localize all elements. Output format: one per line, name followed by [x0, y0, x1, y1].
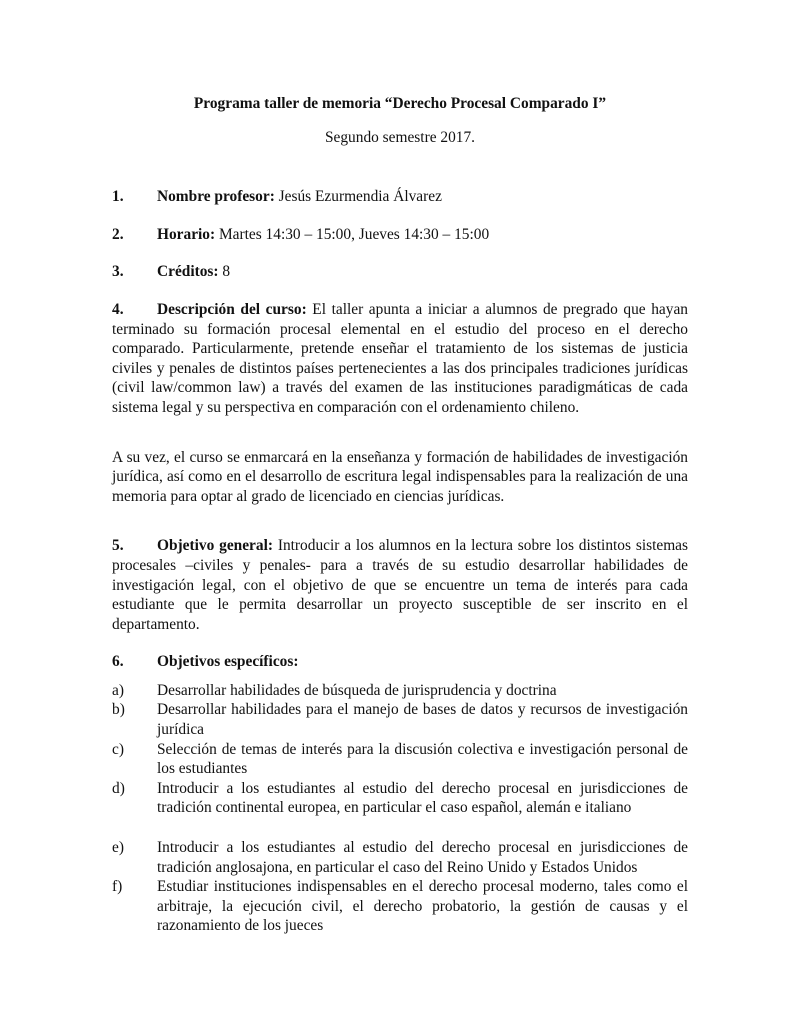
document-page	[112, 94, 688, 936]
section-value: 8	[218, 263, 231, 281]
section-value: El taller apunta a iniciar a alumnos de pregrado que hayan terminado su formación procesal elemental en el estudio del proceso en el derecho comparado. Particularmente, pretende enseñar el tratamiento de los sistemas de justicia civiles y penales de distintos países pertenecientes a las dos principales tradiciones jurídicas (civil law/common law) a través del examen de las instituciones paradigmáticas de cada sistema legal y su perspectiva en comparación con el ordenamiento chileno.	[112, 300, 688, 416]
list-item-text: Desarrollar habilidades de búsqueda de jurisprudencia y doctrina	[157, 681, 557, 699]
list-item-text: Introducir a los estudiantes al estudio del derecho procesal en jurisdicciones de tradición anglosajona, en particular el caso del Reino Unido y Estados Unidos	[157, 839, 688, 876]
section-number: 3.	[112, 263, 124, 281]
document-title: Programa taller de memoria “Derecho Procesal Comparado I”	[193, 95, 607, 112]
section-profesor	[112, 187, 688, 207]
section-label: Nombre profesor:	[157, 188, 275, 206]
list-item	[112, 779, 688, 818]
list-item-text: Estudiar instituciones indispensables en el derecho procesal moderno, tales como el arbitraje, la ejecución civil, el derecho probatorio, la gestión de causas y el razonamiento de los jueces	[157, 878, 688, 935]
section-label: Horario:	[157, 225, 216, 243]
list-item-text: Desarrollar habilidades para el manejo de bases de datos y recursos de investigación jurídica	[157, 701, 688, 739]
list-marker: f)	[112, 878, 123, 896]
section-label: Descripción del curso:	[157, 300, 307, 318]
list-marker: e)	[112, 839, 124, 857]
section-descripcion	[112, 300, 688, 418]
list-item	[112, 681, 688, 701]
list-marker: a)	[112, 681, 124, 699]
list-item	[112, 700, 688, 739]
list-item	[112, 877, 688, 936]
section-number: 5.	[112, 537, 124, 555]
section-objetivos-especificos	[112, 652, 688, 672]
list-item-text: Introducir a los estudiantes al estudio del derecho procesal en jurisdicciones de tradición continental europea, en particular el caso español, alemán e italiano	[157, 779, 688, 817]
section-label: Créditos:	[157, 263, 219, 281]
section-number: 1.	[112, 188, 124, 206]
list-marker: b)	[112, 701, 125, 719]
list-item	[112, 838, 688, 877]
section-number: 6.	[112, 653, 124, 671]
descripcion-extra-paragraph: A su vez, el curso se enmarcará en la enseñanza y formación de habilidades de investigación jurídica, así como en el desarrollo de escritura legal indispensables para la realización de una memoria para optar al grado de licenciado en ciencias jurídicas.	[112, 448, 688, 505]
objetivos-especificos-list	[112, 681, 688, 936]
list-item	[112, 740, 688, 779]
section-label: Objetivo general:	[157, 537, 273, 555]
section-number: 2.	[112, 225, 124, 243]
list-marker: c)	[112, 740, 124, 758]
section-value: Jesús Ezurmendia Álvarez	[274, 188, 442, 206]
section-value: Martes 14:30 – 15:00, Jueves 14:30 – 15:00	[215, 225, 490, 243]
section-label: Objetivos específicos:	[157, 653, 299, 671]
section-objetivo-general	[112, 536, 688, 634]
document-subtitle: Segundo semestre 2017.	[324, 128, 476, 146]
section-creditos	[112, 262, 688, 282]
list-marker: d)	[112, 779, 125, 797]
list-item-text: Selección de temas de interés para la discusión colectiva e investigación personal de los estudiantes	[157, 740, 688, 778]
section-horario	[112, 225, 688, 245]
section-number: 4.	[112, 300, 124, 318]
section-value: Introducir a los alumnos en la lectura sobre los distintos sistemas procesales –civiles y penales- para a través de su estudio desarrollar habilidades de investigación legal, con el objetivo de que se encuentre un tema de interés para cada estudiante que le permita desarrollar un proyecto susceptible de ser inscrito en el departamento.	[112, 537, 688, 633]
